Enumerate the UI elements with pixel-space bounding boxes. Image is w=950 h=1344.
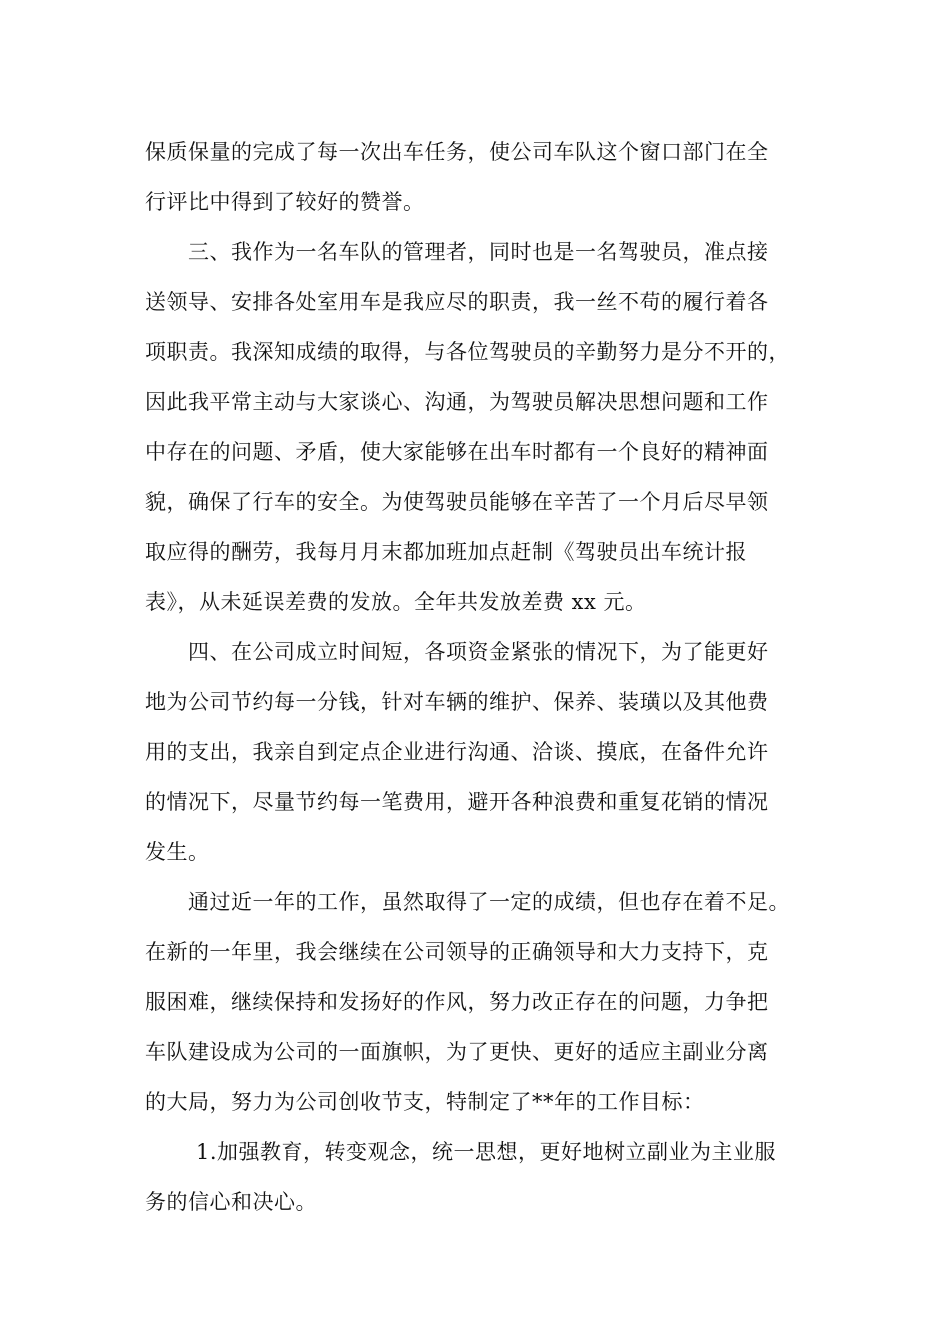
text-line: 行评比中得到了较好的赞誉。 (145, 190, 425, 214)
text-line: 四、在公司成立时间短，各项资金紧张的情况下，为了能更好 (188, 640, 769, 664)
text-line: 的大局，努力为公司创收节支，特制定了**年的工作目标： (145, 1090, 705, 1114)
text-line: 三、我作为一名车队的管理者，同时也是一名驾驶员，准点接 (188, 240, 769, 264)
text-line: 发生。 (145, 840, 210, 864)
text-line: 地为公司节约每一分钱，针对车辆的维护、保养、装璜以及其他费 (145, 690, 769, 714)
text-line: 在新的一年里，我会继续在公司领导的正确领导和大力支持下，克 (145, 940, 769, 964)
text-line: 貌，确保了行车的安全。为使驾驶员能够在辛苦了一个月后尽早领 (145, 490, 769, 514)
text-line: 中存在的问题、矛盾，使大家能够在出车时都有一个良好的精神面 (145, 440, 769, 464)
text-line: 1.加强教育，转变观念，统一思想，更好地树立副业为主业服 (196, 1140, 777, 1164)
text-line: 保质保量的完成了每一次出车任务，使公司车队这个窗口部门在全 (145, 140, 769, 164)
text-line: 的情况下，尽量节约每一笔费用，避开各种浪费和重复花销的情况 (145, 790, 769, 814)
text-line: 表》，从未延误差费的发放。全年共发放差费 xx 元。 (145, 590, 647, 614)
text-line: 送领导、安排各处室用车是我应尽的职责，我一丝不苟的履行着各 (145, 290, 769, 314)
text-line: 通过近一年的工作，虽然取得了一定的成绩，但也存在着不足。 (188, 890, 790, 914)
text-line: 服困难，继续保持和发扬好的作风，努力改正存在的问题，力争把 (145, 990, 769, 1014)
text-line: 务的信心和决心。 (145, 1190, 317, 1214)
text-line: 车队建设成为公司的一面旗帜，为了更快、更好的适应主副业分离 (145, 1040, 769, 1064)
text-line: 取应得的酬劳，我每月月末都加班加点赶制《驾驶员出车统计报 (145, 540, 747, 564)
text-line: 项职责。我深知成绩的取得，与各位驾驶员的辛勤努力是分不开的， (145, 340, 790, 364)
text-line: 用的支出，我亲自到定点企业进行沟通、洽谈、摸底，在备件允许 (145, 740, 769, 764)
text-line: 因此我平常主动与大家谈心、沟通，为驾驶员解决思想问题和工作 (145, 390, 769, 414)
